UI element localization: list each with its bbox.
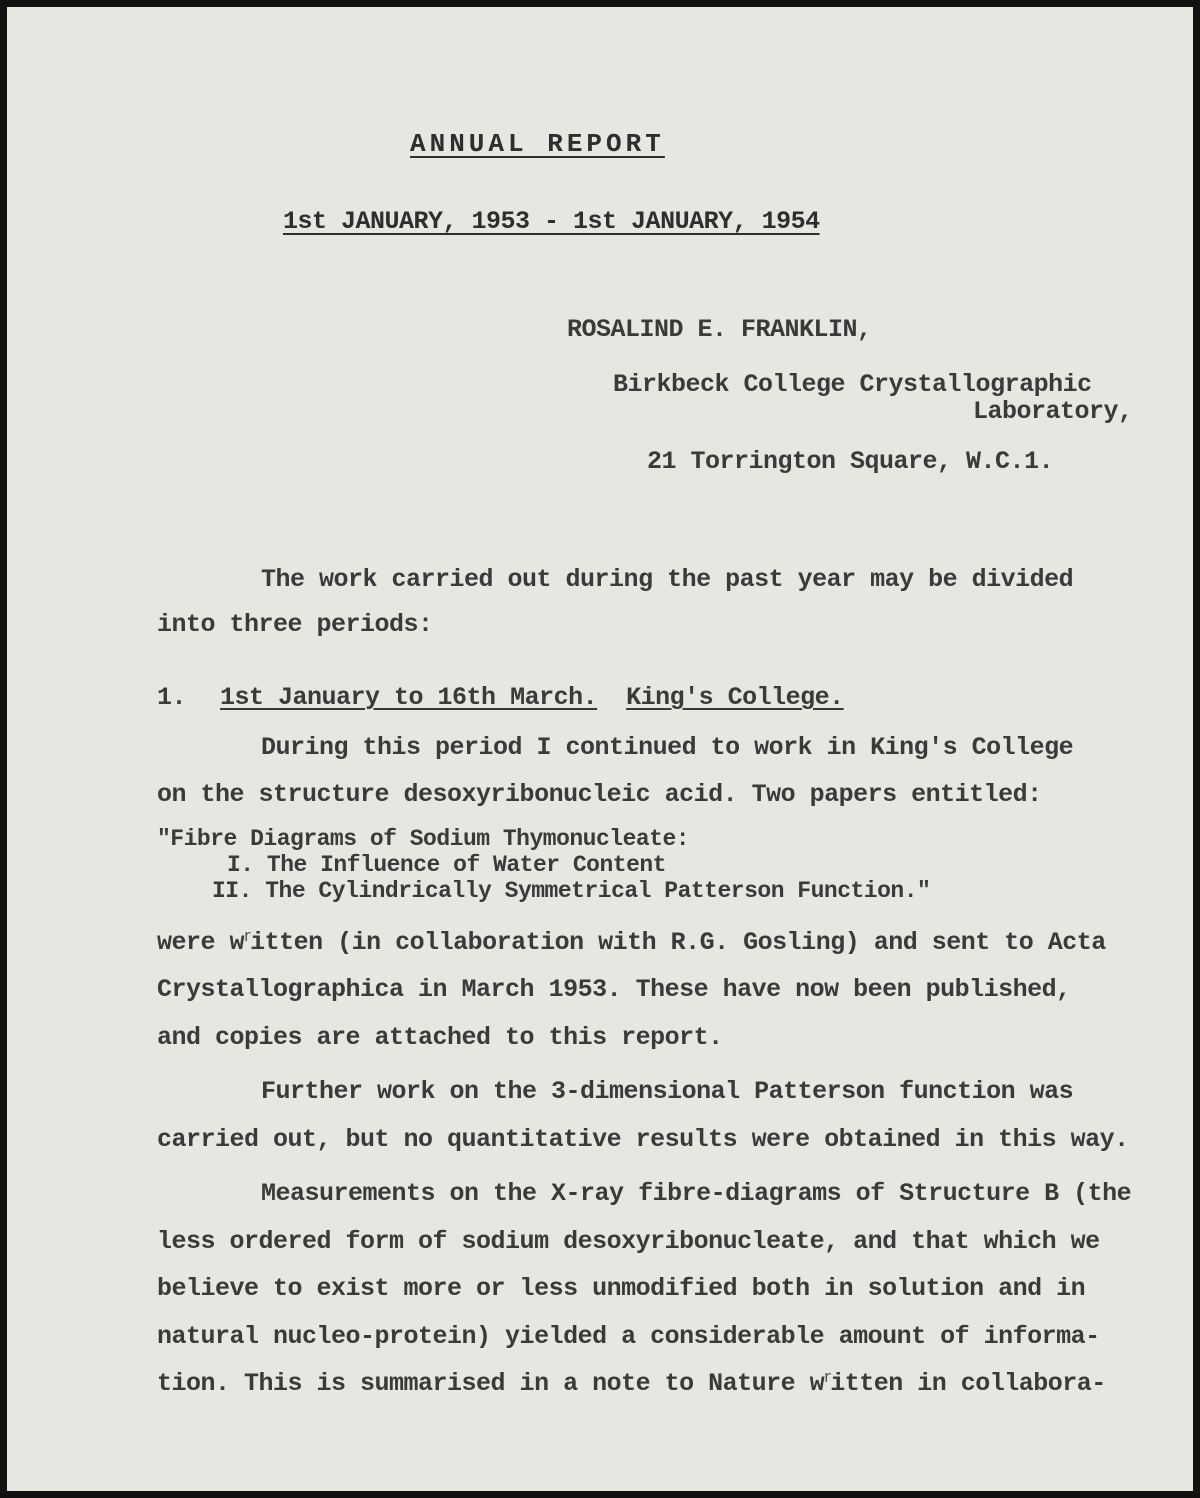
section-1-heading [157, 683, 844, 713]
para2-line-1: were $w^ritten$ (in collaboration with R.G. Gosling) and sent to Acta [157, 926, 1106, 957]
para4-line-3: believe to exist more or less unmodified both in solution and in [157, 1274, 1086, 1303]
intro-line-2: into three periods: [157, 610, 433, 639]
section-number: 1. [157, 683, 187, 712]
section-dates: 1st January to 16th March. [220, 683, 598, 712]
para3-line-2: carried out, but no quantitative results were obtained in this way. [157, 1125, 1129, 1154]
para2-line-3: and copies are attached to this report. [157, 1023, 723, 1052]
paper-title-line-2: I. The Influence of Water Content [227, 852, 666, 878]
intro-line-1: The work carried out during the past year may be divided [261, 565, 1074, 594]
report-title: ANNUAL REPORT [410, 129, 665, 159]
pencil-correction: r [244, 926, 251, 945]
institution-line-2: Laboratory, [973, 397, 1133, 426]
paper-title-line-1: "Fibre Diagrams of Sodium Thymonucleate: [157, 826, 690, 852]
para4-line-5: tion. This is summarised in a note to Nature $w^ritten$ in collabora- [157, 1367, 1106, 1398]
document-page [7, 7, 1193, 1491]
section-place: King's College. [626, 683, 844, 712]
para4-line-2: less ordered form of sodium desoxyribonucleate, and that which we [157, 1227, 1100, 1256]
paper-title-line-3: II. The Cylindrically Symmetrical Patterson Function." [212, 878, 931, 904]
author-name: ROSALIND E. FRANKLIN, [567, 315, 872, 344]
report-period: 1st JANUARY, 1953 - 1st JANUARY, 1954 [283, 207, 820, 236]
pencil-correction: r [824, 1367, 831, 1386]
institution-line-1: Birkbeck College Crystallographic [613, 370, 1092, 399]
para4-line-1: Measurements on the X-ray fibre-diagrams of Structure B (the [261, 1179, 1132, 1208]
para2-line-2: Crystallographica in March 1953. These have now been published, [157, 975, 1071, 1004]
para3-line-1: Further work on the 3-dimensional Patterson function was [261, 1077, 1074, 1106]
institution-address: 21 Torrington Square, W.C.1. [647, 447, 1054, 476]
para1-line-2: on the structure desoxyribonucleic acid. Two papers entitled: [157, 780, 1042, 809]
para4-line-4: natural nucleo-protein) yielded a considerable amount of informa- [157, 1322, 1100, 1351]
para1-line-1: During this period I continued to work in King's College [261, 733, 1074, 762]
